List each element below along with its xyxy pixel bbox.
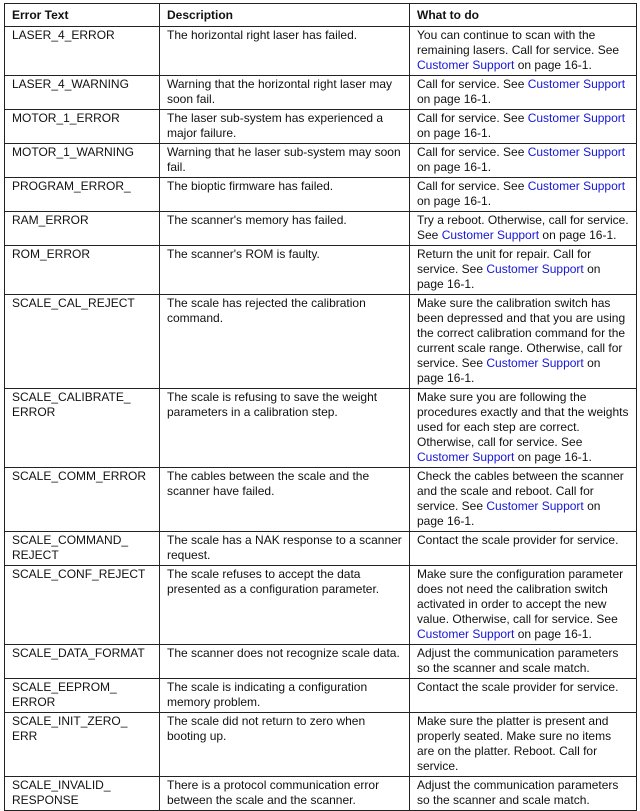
error-text-cell: ROM_ERROR — [5, 246, 160, 295]
table-row — [5, 389, 637, 468]
table-row — [5, 777, 637, 811]
table-row — [5, 76, 637, 110]
customer-support-link[interactable]: Customer Support — [417, 58, 515, 72]
what-to-do-cell — [410, 679, 637, 713]
what-to-do-text: on page 16-1. — [417, 194, 492, 208]
what-to-do-text: on page 16-1. — [514, 58, 592, 72]
customer-support-link[interactable]: Customer Support — [417, 450, 515, 464]
table-row — [5, 679, 637, 713]
what-to-do-text: You can continue to scan with the remaining lasers. Call for service. See — [417, 28, 620, 57]
error-text-cell: PROGRAM_ERROR_ — [5, 178, 160, 212]
customer-support-link[interactable]: Customer Support — [527, 145, 626, 159]
description-cell: There is a protocol communication error between the scale and the scanner. — [160, 777, 410, 811]
error-text-cell: SCALE_INIT_ZERO_ ERR — [5, 713, 160, 777]
table-row — [5, 713, 637, 777]
what-to-do-cell — [410, 178, 637, 212]
error-text-cell: SCALE_COMMAND_ REJECT — [5, 532, 160, 566]
what-to-do-text: Make sure the configuration parameter does not need the calibration switch activated in order to accept the new value. Otherwise, call for service. See — [417, 567, 624, 626]
what-to-do-cell — [410, 389, 637, 468]
what-to-do-cell — [410, 566, 637, 645]
what-to-do-cell — [410, 532, 637, 566]
description-cell: Warning that the horizontal right laser may soon fail. — [160, 76, 410, 110]
description-cell: The horizontal right laser has failed. — [160, 27, 410, 76]
what-to-do-text: Call for service. See — [417, 145, 528, 159]
table-body — [5, 27, 637, 811]
error-text-cell: SCALE_EEPROM_ ERROR — [5, 679, 160, 713]
error-text-cell: SCALE_INVALID_ RESPONSE — [5, 777, 160, 811]
what-to-do-text: Call for service. See — [417, 111, 528, 125]
what-to-do-text: Return the unit for repair. Call for service. See — [417, 247, 592, 276]
description-cell: The bioptic firmware has failed. — [160, 178, 410, 212]
error-text-cell: SCALE_DATA_FORMAT — [5, 645, 160, 679]
what-to-do-text: Call for service. See — [417, 179, 528, 193]
description-cell: The laser sub-system has experienced a major failure. — [160, 110, 410, 144]
what-to-do-text: Contact the scale provider for service. — [417, 680, 619, 694]
table-row — [5, 532, 637, 566]
what-to-do-text: Contact the scale provider for service. — [417, 533, 619, 547]
what-to-do-cell — [410, 468, 637, 532]
error-text-cell: LASER_4_ERROR — [5, 27, 160, 76]
customer-support-link[interactable]: Customer Support — [486, 262, 584, 276]
what-to-do-text: Make sure the calibration switch has been depressed and that you are using the correct calibration command for the current scale range. Otherwise, call for service. See — [417, 296, 626, 370]
what-to-do-text: Make sure the platter is present and properly seated. Make sure no items are on the platter. Reboot. Call for service. — [417, 714, 612, 773]
what-to-do-text: Make sure you are following the procedures exactly and that the weights used for each step are correct. Otherwise, call for service. See — [417, 390, 629, 449]
error-text-cell: SCALE_CAL_REJECT — [5, 295, 160, 389]
what-to-do-cell — [410, 777, 637, 811]
what-to-do-cell — [410, 144, 637, 178]
table-row — [5, 144, 637, 178]
description-cell: The scale did not return to zero when booting up. — [160, 713, 410, 777]
what-to-do-text: Call for service. See — [417, 77, 528, 91]
customer-support-link[interactable]: Customer Support — [527, 179, 626, 193]
customer-support-link[interactable]: Customer Support — [417, 627, 515, 641]
description-cell: The scale is refusing to save the weight parameters in a calibration step. — [160, 389, 410, 468]
table-row — [5, 295, 637, 389]
description-cell: The scale refuses to accept the data presented as a configuration parameter. — [160, 566, 410, 645]
table-row — [5, 27, 637, 76]
error-text-cell: LASER_4_WARNING — [5, 76, 160, 110]
what-to-do-cell — [410, 713, 637, 777]
description-cell: The scale has rejected the calibration command. — [160, 295, 410, 389]
header-error-text: Error Text — [5, 4, 160, 27]
what-to-do-text: on page 16-1. — [417, 92, 492, 106]
table-row — [5, 246, 637, 295]
table-row — [5, 212, 637, 246]
description-cell: Warning that he laser sub-system may soon fail. — [160, 144, 410, 178]
description-cell: The scale has a NAK response to a scanner request. — [160, 532, 410, 566]
description-cell: The cables between the scale and the scanner have failed. — [160, 468, 410, 532]
what-to-do-cell — [410, 110, 637, 144]
what-to-do-text: on page 16-1. — [417, 499, 601, 528]
what-to-do-cell — [410, 246, 637, 295]
what-to-do-text: on page 16-1. — [417, 126, 492, 140]
error-text-cell: SCALE_CONF_REJECT — [5, 566, 160, 645]
error-text-cell: MOTOR_1_ERROR — [5, 110, 160, 144]
what-to-do-text: on page 16-1. — [417, 160, 492, 174]
description-cell: The scanner's memory has failed. — [160, 212, 410, 246]
table-row — [5, 566, 637, 645]
what-to-do-text: Try a reboot. Otherwise, call for service. See — [417, 213, 629, 242]
what-to-do-text: Adjust the communication parameters so the scanner and scale match. — [417, 646, 619, 675]
error-table — [4, 3, 637, 811]
what-to-do-cell — [410, 212, 637, 246]
customer-support-link[interactable]: Customer Support — [486, 499, 584, 513]
customer-support-link[interactable]: Customer Support — [527, 111, 626, 125]
what-to-do-text: on page 16-1. — [514, 627, 592, 641]
header-row — [5, 4, 637, 27]
error-text-cell: SCALE_COMM_ERROR — [5, 468, 160, 532]
description-cell: The scale is indicating a configuration memory problem. — [160, 679, 410, 713]
what-to-do-cell — [410, 27, 637, 76]
what-to-do-text: on page 16-1. — [514, 450, 592, 464]
table-row — [5, 468, 637, 532]
table-row — [5, 645, 637, 679]
description-cell: The scanner does not recognize scale data. — [160, 645, 410, 679]
what-to-do-cell — [410, 295, 637, 389]
what-to-do-text: Check the cables between the scanner and the scale and reboot. Call for service. See — [417, 469, 624, 513]
error-text-cell: MOTOR_1_WARNING — [5, 144, 160, 178]
header-description: Description — [160, 4, 410, 27]
table-row — [5, 178, 637, 212]
what-to-do-text: Adjust the communication parameters so the scanner and scale match. — [417, 778, 619, 807]
what-to-do-text: on page 16-1. — [417, 356, 601, 385]
error-text-cell: RAM_ERROR — [5, 212, 160, 246]
customer-support-link[interactable]: Customer Support — [486, 356, 584, 370]
what-to-do-cell — [410, 645, 637, 679]
customer-support-link[interactable]: Customer Support — [527, 77, 626, 91]
what-to-do-text: on page 16-1. — [539, 228, 617, 242]
table-row — [5, 110, 637, 144]
what-to-do-text: on page 16-1. — [417, 262, 601, 291]
customer-support-link[interactable]: Customer Support — [441, 228, 540, 242]
description-cell: The scanner's ROM is faulty. — [160, 246, 410, 295]
header-what-to-do: What to do — [410, 4, 637, 27]
what-to-do-cell — [410, 76, 637, 110]
error-text-cell: SCALE_CALIBRATE_ ERROR — [5, 389, 160, 468]
